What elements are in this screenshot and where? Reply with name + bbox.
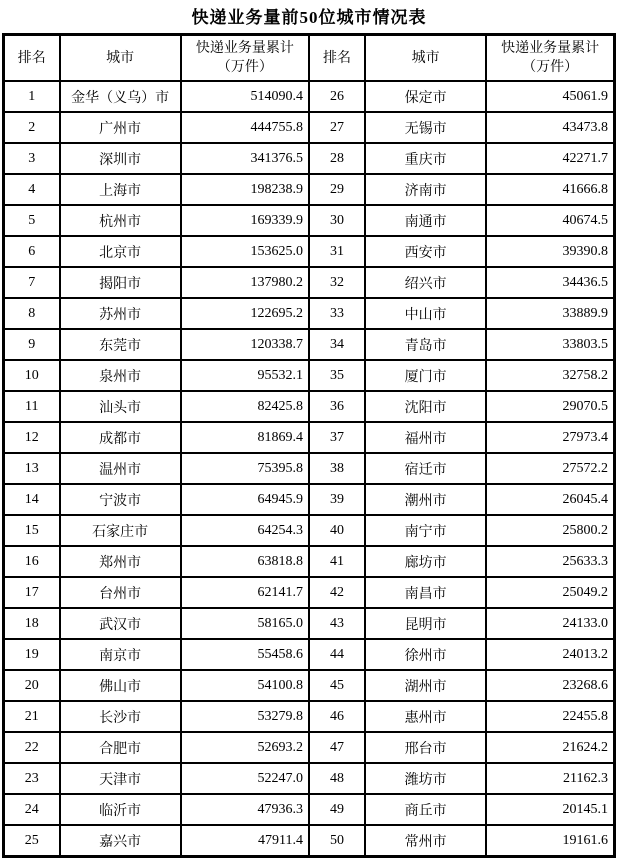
rank-cell: 11 [4,391,60,422]
rank-cell: 47 [309,732,365,763]
value-cell: 25633.3 [486,546,614,577]
city-cell: 南通市 [365,205,486,236]
value-cell: 21624.2 [486,732,614,763]
table-row [4,236,615,267]
value-cell: 64945.9 [181,484,309,515]
city-cell: 嘉兴市 [60,825,181,857]
value-cell: 64254.3 [181,515,309,546]
rank-cell: 3 [4,143,60,174]
rank-cell: 30 [309,205,365,236]
table-row [4,422,615,453]
value-cell: 62141.7 [181,577,309,608]
table-row [4,267,615,298]
city-cell: 湖州市 [365,670,486,701]
value-cell: 24013.2 [486,639,614,670]
city-cell: 南京市 [60,639,181,670]
city-cell: 杭州市 [60,205,181,236]
value-cell: 39390.8 [486,236,614,267]
city-cell: 泉州市 [60,360,181,391]
rank-cell: 39 [309,484,365,515]
city-cell: 潮州市 [365,484,486,515]
rank-cell: 32 [309,267,365,298]
city-cell: 南昌市 [365,577,486,608]
rank-cell: 36 [309,391,365,422]
rank-cell: 22 [4,732,60,763]
header-volume-line2: （万件） [522,60,579,75]
rank-cell: 18 [4,608,60,639]
header-volume-line1: 快递业务量累计 [195,41,294,56]
table-row [4,577,615,608]
table-row [4,329,615,360]
city-cell: 中山市 [365,298,486,329]
rank-cell: 17 [4,577,60,608]
city-cell: 天津市 [60,763,181,794]
city-cell: 温州市 [60,453,181,484]
table-row [4,763,615,794]
city-cell: 台州市 [60,577,181,608]
city-cell: 金华（义乌）市 [60,81,181,112]
value-cell: 25049.2 [486,577,614,608]
city-cell: 北京市 [60,236,181,267]
value-cell: 55458.6 [181,639,309,670]
city-cell: 常州市 [365,825,486,857]
table-row [4,825,615,857]
city-cell: 合肥市 [60,732,181,763]
header-rank-left: 排名 [4,35,60,82]
table-row [4,81,615,112]
value-cell: 137980.2 [181,267,309,298]
value-cell: 341376.5 [181,143,309,174]
city-cell: 揭阳市 [60,267,181,298]
rank-cell: 15 [4,515,60,546]
rank-cell: 40 [309,515,365,546]
city-cell: 石家庄市 [60,515,181,546]
table-row [4,670,615,701]
rank-cell: 4 [4,174,60,205]
header-volume-left [181,35,309,82]
rank-cell: 2 [4,112,60,143]
city-cell: 徐州市 [365,639,486,670]
value-cell: 22455.8 [486,701,614,732]
header-volume-line1: 快递业务量累计 [501,41,600,56]
rank-cell: 24 [4,794,60,825]
table-row [4,391,615,422]
city-cell: 福州市 [365,422,486,453]
rank-cell: 50 [309,825,365,857]
rank-cell: 8 [4,298,60,329]
rank-cell: 21 [4,701,60,732]
rank-cell: 46 [309,701,365,732]
value-cell: 75395.8 [181,453,309,484]
table-row [4,794,615,825]
value-cell: 26045.4 [486,484,614,515]
city-cell: 上海市 [60,174,181,205]
city-cell: 苏州市 [60,298,181,329]
value-cell: 53279.8 [181,701,309,732]
header-row [4,35,615,82]
city-cell: 广州市 [60,112,181,143]
table-row [4,484,615,515]
city-cell: 保定市 [365,81,486,112]
city-cell: 深圳市 [60,143,181,174]
city-cell: 东莞市 [60,329,181,360]
city-cell: 沈阳市 [365,391,486,422]
rank-cell: 38 [309,453,365,484]
rank-cell: 20 [4,670,60,701]
value-cell: 40674.5 [486,205,614,236]
city-cell: 济南市 [365,174,486,205]
value-cell: 20145.1 [486,794,614,825]
city-cell: 西安市 [365,236,486,267]
city-cell: 临沂市 [60,794,181,825]
rank-cell: 23 [4,763,60,794]
value-cell: 122695.2 [181,298,309,329]
rank-cell: 7 [4,267,60,298]
city-cell: 厦门市 [365,360,486,391]
header-city-left: 城市 [60,35,181,82]
value-cell: 29070.5 [486,391,614,422]
value-cell: 25800.2 [486,515,614,546]
value-cell: 52247.0 [181,763,309,794]
city-cell: 无锡市 [365,112,486,143]
value-cell: 47911.4 [181,825,309,857]
rank-cell: 37 [309,422,365,453]
rank-cell: 35 [309,360,365,391]
rank-cell: 34 [309,329,365,360]
value-cell: 33803.5 [486,329,614,360]
table-row [4,546,615,577]
value-cell: 33889.9 [486,298,614,329]
table-row [4,174,615,205]
city-cell: 绍兴市 [365,267,486,298]
city-cell: 郑州市 [60,546,181,577]
table-row [4,205,615,236]
value-cell: 21162.3 [486,763,614,794]
city-cell: 宿迁市 [365,453,486,484]
table-row [4,732,615,763]
value-cell: 27973.4 [486,422,614,453]
rank-cell: 27 [309,112,365,143]
city-cell: 邢台市 [365,732,486,763]
city-cell: 成都市 [60,422,181,453]
rank-cell: 26 [309,81,365,112]
value-cell: 34436.5 [486,267,614,298]
value-cell: 54100.8 [181,670,309,701]
rank-cell: 13 [4,453,60,484]
value-cell: 43473.8 [486,112,614,143]
table-body [4,81,615,857]
rank-cell: 19 [4,639,60,670]
header-volume-line2: （万件） [216,60,273,75]
rank-cell: 25 [4,825,60,857]
city-cell: 佛山市 [60,670,181,701]
city-cell: 汕头市 [60,391,181,422]
city-cell: 惠州市 [365,701,486,732]
value-cell: 444755.8 [181,112,309,143]
rank-cell: 31 [309,236,365,267]
rank-cell: 42 [309,577,365,608]
city-cell: 武汉市 [60,608,181,639]
value-cell: 47936.3 [181,794,309,825]
value-cell: 81869.4 [181,422,309,453]
rank-cell: 5 [4,205,60,236]
rank-cell: 48 [309,763,365,794]
city-cell: 长沙市 [60,701,181,732]
city-cell: 青岛市 [365,329,486,360]
value-cell: 52693.2 [181,732,309,763]
value-cell: 63818.8 [181,546,309,577]
rank-cell: 1 [4,81,60,112]
rank-cell: 9 [4,329,60,360]
rank-cell: 6 [4,236,60,267]
city-cell: 宁波市 [60,484,181,515]
city-ranking-table [2,33,616,858]
city-cell: 廊坊市 [365,546,486,577]
value-cell: 82425.8 [181,391,309,422]
city-cell: 南宁市 [365,515,486,546]
table-row [4,701,615,732]
header-volume-right [486,35,614,82]
city-cell: 商丘市 [365,794,486,825]
value-cell: 45061.9 [486,81,614,112]
value-cell: 23268.6 [486,670,614,701]
table-row [4,143,615,174]
table-header [4,35,615,82]
value-cell: 27572.2 [486,453,614,484]
rank-cell: 49 [309,794,365,825]
value-cell: 153625.0 [181,236,309,267]
table-row [4,360,615,391]
value-cell: 120338.7 [181,329,309,360]
city-cell: 重庆市 [365,143,486,174]
rank-cell: 45 [309,670,365,701]
value-cell: 41666.8 [486,174,614,205]
header-city-right: 城市 [365,35,486,82]
table-row [4,453,615,484]
rank-cell: 16 [4,546,60,577]
page-title: 快递业务量前50位城市情况表 [191,8,427,27]
rank-cell: 28 [309,143,365,174]
rank-cell: 29 [309,174,365,205]
city-cell: 潍坊市 [365,763,486,794]
header-rank-right: 排名 [309,35,365,82]
value-cell: 198238.9 [181,174,309,205]
value-cell: 42271.7 [486,143,614,174]
table-row [4,298,615,329]
city-cell: 昆明市 [365,608,486,639]
table-row [4,112,615,143]
value-cell: 24133.0 [486,608,614,639]
value-cell: 32758.2 [486,360,614,391]
value-cell: 95532.1 [181,360,309,391]
value-cell: 514090.4 [181,81,309,112]
rank-cell: 44 [309,639,365,670]
rank-cell: 14 [4,484,60,515]
value-cell: 19161.6 [486,825,614,857]
rank-cell: 12 [4,422,60,453]
rank-cell: 41 [309,546,365,577]
value-cell: 58165.0 [181,608,309,639]
rank-cell: 10 [4,360,60,391]
rank-cell: 33 [309,298,365,329]
table-row [4,639,615,670]
table-row [4,608,615,639]
value-cell: 169339.9 [181,205,309,236]
rank-cell: 43 [309,608,365,639]
table-row [4,515,615,546]
